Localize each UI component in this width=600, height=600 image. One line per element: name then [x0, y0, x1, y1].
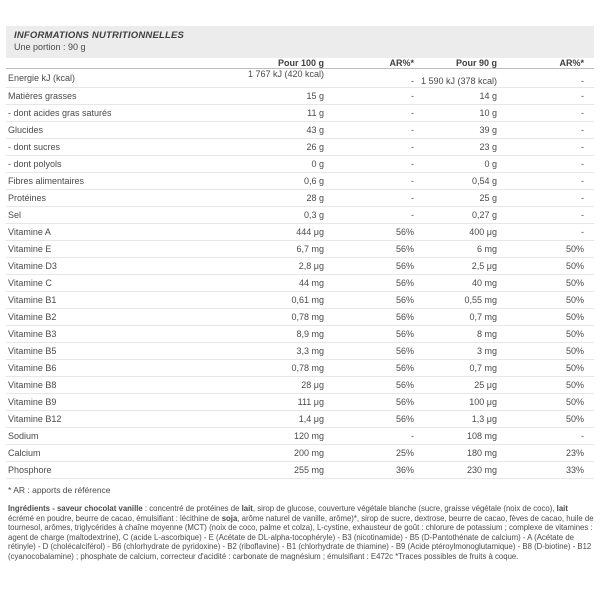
col-header-per100: Pour 100 g — [277, 58, 324, 68]
ar-per90: - — [581, 159, 584, 169]
row-label: Vitamine B9 — [8, 397, 57, 407]
ar-per100: 56% — [395, 227, 414, 237]
value-per90: 14 g — [479, 91, 497, 101]
ar-per90: 50% — [565, 244, 584, 254]
row-label: Energie kJ (kcal) — [8, 73, 76, 83]
ar-per100: - — [411, 91, 414, 101]
value-per90: 0 g — [484, 159, 497, 169]
table-row — [6, 105, 594, 122]
ar-per100: - — [411, 125, 414, 135]
value-per90: 6 mg — [476, 244, 497, 254]
table-row — [6, 258, 594, 275]
row-label: Matières grasses — [8, 91, 77, 101]
table-row — [6, 309, 594, 326]
ar-per100: 56% — [395, 329, 414, 339]
ingredients-bold-text: lait — [241, 504, 253, 513]
value-per100: 43 g — [306, 125, 324, 135]
ar-per90: - — [581, 76, 584, 86]
ar-per90: 50% — [565, 295, 584, 305]
ar-per100: - — [411, 159, 414, 169]
value-per90: 25 μg — [474, 380, 497, 390]
value-per100: 0,78 mg — [291, 363, 324, 373]
row-label: Phosphore — [8, 465, 52, 475]
ar-per100: - — [411, 142, 414, 152]
value-per90: 0,55 mg — [464, 295, 497, 305]
ar-per90: 50% — [565, 261, 584, 271]
value-per100: 0 g — [311, 159, 324, 169]
value-per90: 10 g — [479, 108, 497, 118]
col-header-per90: Pour 90 g — [455, 58, 497, 68]
ar-per90: 50% — [565, 312, 584, 322]
ar-per100: - — [411, 431, 414, 441]
row-label: Vitamine C — [8, 278, 52, 288]
value-per100: 26 g — [306, 142, 324, 152]
value-per90: 400 μg — [469, 227, 497, 237]
ar-per90: 50% — [565, 329, 584, 339]
row-label: - dont sucres — [8, 142, 61, 152]
value-per90: 180 mg — [466, 448, 497, 458]
ar-per90: 23% — [565, 448, 584, 458]
value-per100: 11 g — [307, 108, 324, 118]
row-label: Vitamine B5 — [8, 346, 57, 356]
nutrition-table — [6, 58, 594, 479]
table-row — [6, 360, 594, 377]
col-header-ar90: AR%* — [559, 58, 584, 68]
table-row — [6, 241, 594, 258]
table-row — [6, 139, 594, 156]
value-per100: 0,61 mg — [291, 295, 324, 305]
ar-per90: - — [581, 193, 584, 203]
ar-per100: 36% — [395, 465, 414, 475]
table-row — [6, 462, 594, 479]
row-label: Vitamine D3 — [8, 261, 57, 271]
value-per100: 1,4 μg — [298, 414, 324, 424]
row-label: Vitamine B8 — [8, 380, 57, 390]
row-label: - dont polyols — [8, 159, 62, 169]
ar-per100: - — [411, 176, 414, 186]
ar-per100: - — [411, 76, 414, 86]
row-label: Calcium — [8, 448, 41, 458]
ar-per90: - — [581, 210, 584, 220]
table-row — [6, 326, 594, 343]
table-row — [6, 275, 594, 292]
ar-per90: - — [581, 431, 584, 441]
value-per90: 0,27 g — [471, 210, 497, 220]
row-label: Sel — [8, 210, 22, 220]
value-per90: 0,7 mg — [469, 363, 497, 373]
ar-per100: 56% — [395, 414, 414, 424]
ar-per90: 50% — [565, 346, 584, 356]
ar-per90: 33% — [565, 465, 584, 475]
row-label: Glucides — [8, 125, 44, 135]
table-row — [6, 394, 594, 411]
value-per90: 2,5 μg — [471, 261, 497, 271]
ar-per90: - — [581, 176, 584, 186]
row-label: Vitamine B1 — [8, 295, 57, 305]
panel-header — [6, 26, 594, 58]
ingredients-text: écrémé en poudre, beurre de cacao, émulsifiant : lécithine de — [8, 513, 222, 523]
ar-per90: 50% — [565, 414, 584, 424]
ar-per90: 50% — [565, 397, 584, 407]
table-row — [6, 156, 594, 173]
table-row — [6, 88, 594, 105]
ar-per100: 56% — [395, 295, 414, 305]
panel-title: INFORMATIONS NUTRITIONNELLES — [14, 30, 185, 41]
table-row — [6, 122, 594, 139]
value-per90: 1 590 kJ (378 kcal) — [420, 76, 497, 86]
row-label: Vitamine A — [8, 227, 51, 237]
ar-per90: 50% — [565, 363, 584, 373]
row-label: Fibres alimentaires — [8, 176, 85, 186]
portion-size: Une portion : 90 g — [14, 42, 86, 52]
value-per100: 111 μg — [297, 397, 324, 407]
table-row — [6, 173, 594, 190]
value-per90: 3 mg — [476, 346, 497, 356]
value-per90: 0,54 g — [471, 176, 497, 186]
row-label: Sodium — [8, 431, 39, 441]
value-per90: 23 g — [479, 142, 497, 152]
ar-per100: 56% — [395, 397, 414, 407]
row-label: Protéines — [8, 193, 47, 203]
table-row — [6, 69, 594, 88]
ar-per90: - — [581, 91, 584, 101]
value-per100: 44 mg — [298, 278, 324, 288]
nutrition-panel — [6, 26, 594, 569]
ingredients-bold-text: soja — [221, 513, 238, 523]
ar-per100: 56% — [395, 312, 414, 322]
value-per100: 2,8 μg — [298, 261, 324, 271]
row-label: Vitamine B6 — [8, 363, 57, 373]
table-row — [6, 190, 594, 207]
ingredients-text: , sirop de glucose, couverture végétale blanche (sucre, graisse végétale (noix de coco), — [252, 504, 557, 513]
value-per100: 0,3 g — [303, 210, 324, 220]
value-per100: 8,9 mg — [296, 329, 324, 339]
table-row — [6, 343, 594, 360]
value-per90: 230 mg — [466, 465, 497, 475]
value-per90: 39 g — [479, 125, 497, 135]
ar-per100: 56% — [395, 244, 414, 254]
table-row — [6, 445, 594, 462]
value-per100: 200 mg — [293, 448, 324, 458]
table-footnote: * AR : apports de référence — [8, 485, 111, 495]
ar-per90: 50% — [565, 380, 584, 390]
ar-per90: - — [581, 142, 584, 152]
value-per90: 25 g — [479, 193, 497, 203]
ar-per90: - — [581, 227, 584, 237]
value-per100: 1 767 kJ (420 kcal) — [247, 69, 324, 79]
row-label: Vitamine E — [8, 244, 52, 254]
ar-per90: - — [581, 125, 584, 135]
value-per100: 120 mg — [293, 431, 324, 441]
value-per100: 255 mg — [293, 465, 324, 475]
ingredients-text: : concentré de protéines de — [142, 504, 242, 513]
ar-per100: 25% — [395, 448, 414, 458]
table-row — [6, 224, 594, 241]
ingredients-paragraph — [6, 504, 594, 562]
ar-per100: 56% — [395, 380, 414, 390]
value-per90: 100 μg — [469, 397, 497, 407]
value-per90: 108 mg — [466, 431, 497, 441]
row-label: - dont acides gras saturés — [8, 108, 112, 118]
row-label: Vitamine B12 — [8, 414, 62, 424]
ingredients-bold-text: Ingrédients - saveur chocolat vanille — [8, 504, 143, 513]
table-row — [6, 411, 594, 428]
value-per100: 0,6 g — [303, 176, 324, 186]
value-per100: 28 g — [306, 193, 324, 203]
ar-per100: - — [411, 193, 414, 203]
ingredients-text: , arôme naturel de vanille, arôme)*, sirop de sucre, dextrose, beurre de cacao, fèves de cacao, huile de tournesol, arômes, triglycérides à chaîne moyenne (MCT) (noix de coco, palme et colza), L-cystine, exhausteur de goût : chlorure de potassium ; complexe de vitamines : agent de charge (maltodextrine), C (acide L-ascorbique) - E (Acétate de DL-alpha-tocophéryle) - B3 (nicotinamide) - B5 (D-Pantothénate de calcium) - A (Acétate de rétinyle) - D (cholécalciférol) - B6 (chlorhydrate de pyridoxine) - B2 (riboflavine) - B1 (chlorhydrate de thiamine) - B9 (Acide ptéroylmonoglutamique) - B8 (D-biotine) - B12 (cyanocobalamine) ; phosphate de calcium, correcteur d'acidité : carbonate de magnésium ; émulsifiant : E472c *Traces possibles de fruits à coque. — [8, 513, 594, 561]
ar-per100: 56% — [395, 261, 414, 271]
table-row — [6, 428, 594, 445]
value-per100: 3,3 mg — [296, 346, 324, 356]
ar-per100: - — [411, 108, 414, 118]
row-label: Vitamine B2 — [8, 312, 57, 322]
ar-per100: 56% — [395, 346, 414, 356]
value-per100: 15 g — [306, 91, 324, 101]
ar-per100: - — [411, 210, 414, 220]
ar-per100: 56% — [395, 278, 414, 288]
value-per90: 0,7 mg — [469, 312, 497, 322]
table-row — [6, 207, 594, 224]
value-per100: 6,7 mg — [296, 244, 324, 254]
value-per90: 8 mg — [476, 329, 497, 339]
value-per90: 40 mg — [471, 278, 497, 288]
value-per90: 1,3 μg — [471, 414, 497, 424]
ar-per100: 56% — [395, 363, 414, 373]
table-row — [6, 377, 594, 394]
value-per100: 0,78 mg — [291, 312, 324, 322]
table-header-row — [6, 58, 594, 69]
row-label: Vitamine B3 — [8, 329, 57, 339]
col-header-ar100: AR%* — [389, 58, 414, 68]
ar-per90: - — [581, 108, 584, 118]
value-per100: 444 μg — [296, 227, 324, 237]
ingredients-bold-text: lait — [556, 504, 568, 513]
value-per100: 28 μg — [301, 380, 324, 390]
table-row — [6, 292, 594, 309]
ar-per90: 50% — [565, 278, 584, 288]
table-body — [6, 69, 594, 479]
